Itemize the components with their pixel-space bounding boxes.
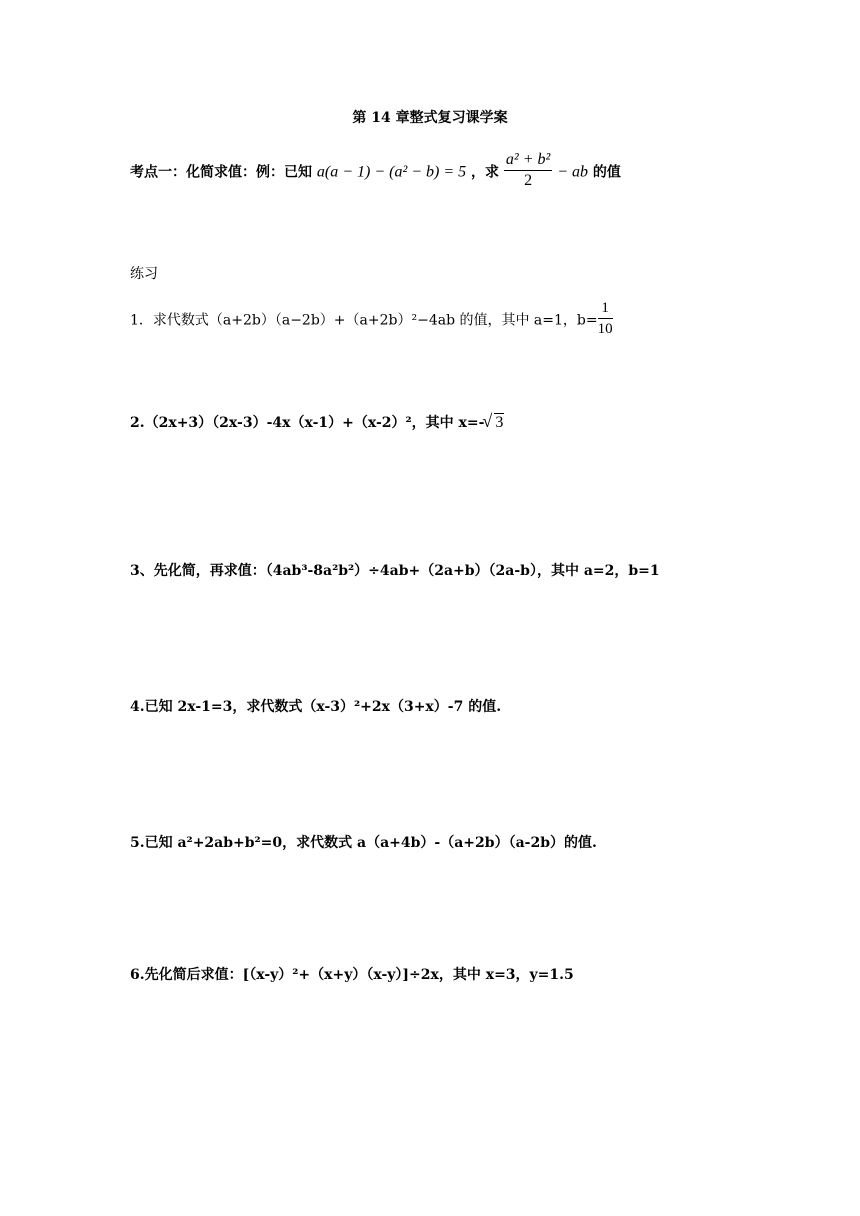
fraction-denominator: 2 (524, 172, 533, 189)
page-title: 第 14 章整式复习课学案 (352, 110, 508, 126)
question-3: 3、先化简，再求值：（4ab³-8a²b²）÷4ab+（2a+b）（2a-b），其中 a=2，b=1 (130, 563, 660, 579)
question-2-text: 2.（2x+3）（2x-3）-4x（x-1）+（x-2）²，其中 x=- (130, 415, 485, 431)
fraction-denominator: 10 (597, 321, 613, 337)
question-2-radicand: 3 (495, 414, 504, 431)
question-2 (130, 412, 504, 432)
sqrt-symbol (484, 414, 504, 432)
question-1 (130, 300, 613, 341)
question-1-text: 1．求代数式（a+2b）（a−2b）+（a+2b）²−4ab 的值，其中 a=1，b= (130, 312, 598, 329)
question-6: 6.先化简后求值：[（x-y）²+（x+y）（x-y）]÷2x，其中 x=3，y=1.5 (130, 967, 574, 983)
kaodian-prefix: 考点一：化简求值：例：已知 (130, 164, 312, 181)
kaodian-suffix: 的值 (592, 164, 621, 181)
kaodian-expression: a(a − 1) − (a² − b) = 5 (316, 163, 467, 181)
practice-heading: 练习 (130, 266, 158, 282)
kaodian-tail-expression: − ab (557, 163, 588, 181)
fraction-numerator: a² + b² (504, 150, 552, 171)
fraction-numerator: 1 (598, 298, 613, 319)
kaodian-mid: ，求 (471, 164, 500, 181)
question-1-fraction (598, 298, 613, 339)
question-4: 4.已知 2x-1=3，求代数式（x-3）²+2x（3+x）-7 的值. (130, 699, 502, 715)
kaodian-fraction (504, 150, 552, 191)
question-5: 5.已知 a²+2ab+b²=0，求代数式 a（a+4b）-（a+2b）（a-2b）的值. (130, 835, 597, 851)
kaodian-line (130, 152, 621, 193)
